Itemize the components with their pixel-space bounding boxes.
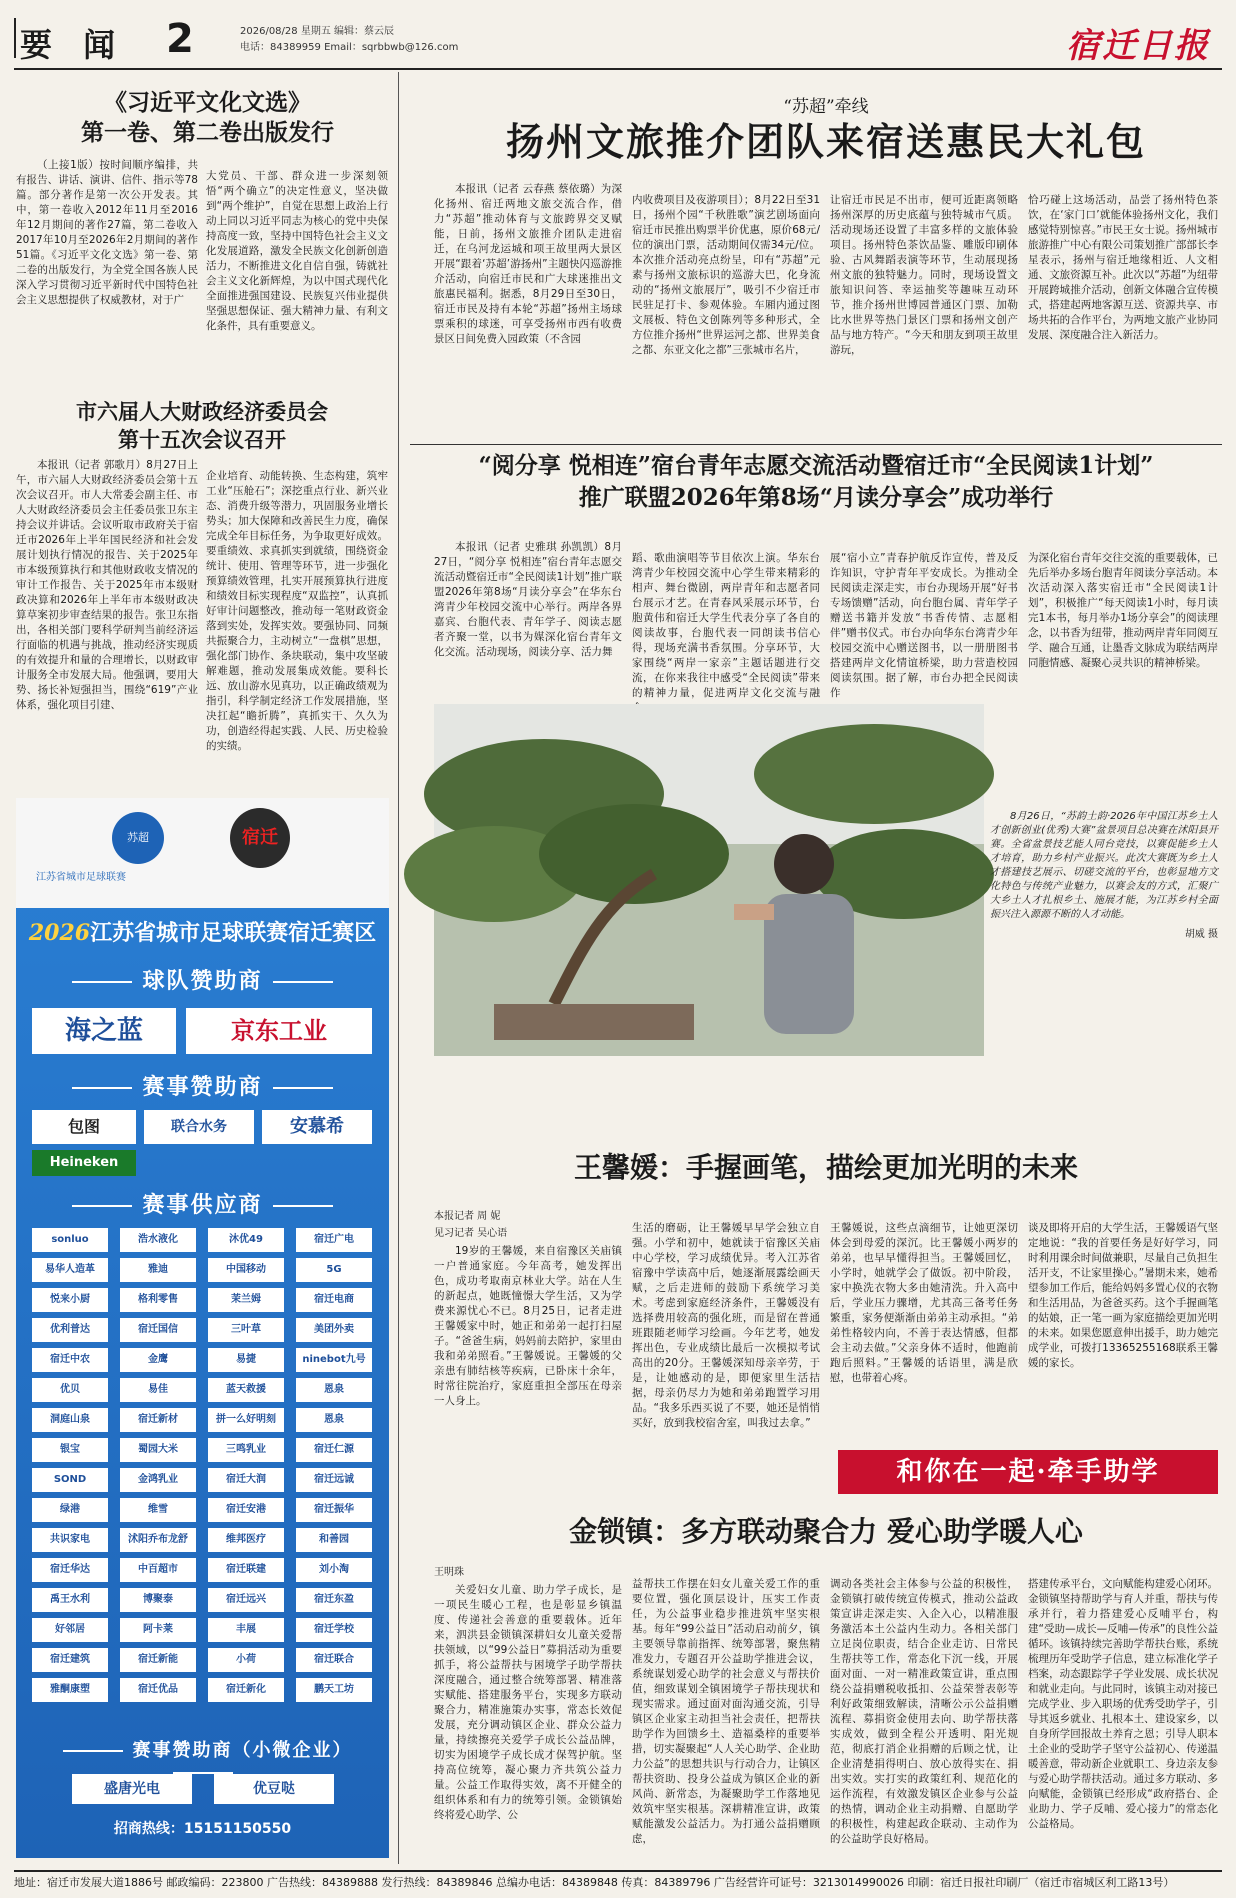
supplier-logo: 浩水液化 (120, 1228, 196, 1252)
article2-col2 (206, 458, 388, 784)
page-number: 2 (166, 16, 194, 62)
supplier-logo: 易捷 (208, 1348, 284, 1372)
article4-headline (410, 450, 1222, 514)
supplier-logo: 宿迁学校 (296, 1618, 372, 1642)
article6-col4-text: 搭建传承平台，文向赋能构建爱心闭环。金锁镇坚持帮助学与育人并重，帮扶与传承并行，着力搭建爱心反哺平台，构建“受助—成长—反哺—传承”的良性公益循环。该镇持续完善助学帮扶台账，系统梳理历年受助学子信息，建立标准化学子档案，动态跟踪学子学业发展、成长状况和就业走向。与此同时，该镇主动对接已完成学业、步入职场的优秀受助学子，引导其返乡就业、扎根本土、建设家乡，以自身所学回报故土养育之恩；引导人职本土企业的受助学子坚守公益初心、传递温暖善意，带动新企业就职工、身边亲友参与爱心助学帮扶活动。通过多方联动、多向赋能，金锁镇已经形成“政府搭台、企业助力、学子反哺、爱心接力”的常态化公益格局。 (1028, 1577, 1218, 1830)
article4-col3-text: 展“宿小立”青春护航反诈宣传，普及反诈知识，守护青年平安成长。为推动全民阅读走深走实，市台办现场开展“好书专场馈赠”活动，向台胞台属、青年学子赠送书籍并发放“书香传情、志愿相伴”赠书仪式。市台办向华东台湾青少年校园交流中心赠送图书，以一册册图书搭建两岸文化情谊桥梁，助力营造校园阅读氛围。据了解，市台办把全民阅读作 (830, 551, 1018, 699)
sponsor-anmuxi: 安慕希 (262, 1110, 372, 1144)
article1-col2 (206, 158, 388, 332)
article4-col4 (1028, 540, 1218, 698)
supplier-logo: 宿迁联建 (208, 1558, 284, 1582)
article5-byline1: 本报记者 周 妮 (434, 1211, 501, 1222)
article1-col1 (16, 158, 198, 306)
supplier-logo: 宿迁新化 (208, 1678, 284, 1702)
supplier-logo: 洞庭山泉 (32, 1408, 108, 1432)
ad-hotline: 招商热线：15151150550 (113, 1821, 292, 1837)
bonsai-illustration (434, 704, 984, 1056)
article6-col2 (632, 1566, 820, 1862)
supplier-logo: 格利零售 (120, 1288, 196, 1312)
supplier-logo: 宿迁优品 (120, 1678, 196, 1702)
article5-headline: 王馨媛：手握画笔，描绘更加光明的未来 (573, 1151, 1078, 1184)
supplier-logo: 小荷 (208, 1648, 284, 1672)
supplier-logo: 宿迁联合 (296, 1648, 372, 1672)
article1-title-line2: 第一卷、第二卷出版发行 (81, 119, 334, 146)
supplier-logo: 鹏天工坊 (296, 1678, 372, 1702)
ad-title (16, 916, 389, 947)
edition-contact: 电话：84389959 Email：sqrbbwb@126.com (240, 42, 459, 53)
bonsai-photo (434, 704, 984, 1056)
sponsor-youdouda: 优豆哒 (214, 1774, 334, 1804)
supplier-logo: 宿迁大润 (208, 1468, 284, 1492)
article2-col1 (16, 458, 198, 784)
supplier-logo: 共识家电 (32, 1528, 108, 1552)
article6-col1 (434, 1566, 622, 1862)
supplier-logo: 宿迁远诚 (296, 1468, 372, 1492)
sponsor-jd-industry: 京东工业 (186, 1008, 372, 1054)
supplier-logo: 易华人造革 (32, 1258, 108, 1282)
article4-col1-text: 本报讯（记者 史雅琪 孙凯凯）8月27日，“阅分享 悦相连”宿台青年志愿交流活动暨宿迁市“全民阅读1计划”推广联盟2026年第8场“月读分享会”在华东台湾青少年校园交流中心举行。两岸各界嘉宾、台胞代表、青年学子、阅读志愿者齐聚一堂，以书为媒深化宿台青年文化交流。活动现场，阅读分享、活力舞 (434, 541, 622, 658)
article5-col3 (830, 1210, 1018, 1446)
article6-byline: 王明珠 (434, 1567, 464, 1578)
article5-col3-text: 王馨媛说，这些点滴细节，让她更深切体会到母爱的深沉。比王馨媛小两岁的弟弟，也早早懂得担当。王馨媛回忆，小学时，她就学会了做饭。初中阶段，家中换洗衣物大多由她清洗。升入高中后，学业压力骤增，尤其高三备考任务繁重，家务便渐渐由弟弟主动承担。“弟弟性格较内向，不善于表达情感，但都会主动去做。”父亲身体不适时，他跑前跑后照料。”王馨媛的话语里，满是欣慰，也带着心疼。 (830, 1221, 1018, 1384)
supplier-logo: 宿迁国信 (120, 1318, 196, 1342)
sponsor-shengtang: 盛唐光电 (72, 1774, 192, 1804)
supplier-logo: 雅酮康塑 (32, 1678, 108, 1702)
supplier-logo: 拼一么好明刻 (208, 1408, 284, 1432)
article1-title-line1: 《习近平文化文选》 (104, 89, 311, 116)
supplier-logo: 维雪 (120, 1498, 196, 1522)
supplier-logo: SOND (32, 1468, 108, 1492)
team-logo-icon: 宿迁 (230, 808, 290, 868)
supplier-logo: 丰展 (208, 1618, 284, 1642)
supplier-logo: 蜀园大米 (120, 1438, 196, 1462)
supplier-logo: 宿迁广电 (296, 1228, 372, 1252)
supplier-logo: 宿迁新材 (120, 1408, 196, 1432)
football-league-ad (16, 798, 389, 1858)
article3-col2-text: 内收费项目及夜游项目）；8月22日至31日，扬州个园“千秋胜歌”演艺剧场面向宿迁市民推出购票半价优惠，原价68元/位的演出门票，活动期间仅需34元/位。本次推介活动亮点纷呈，印有“苏超”元素与扬州文旅标识的巡游大巴，化身流动的“扬州文旅展厅”，吸引不少宿迁市民驻足打卡、参观体验。车厢内通过图文展板、特色文创陈列等多种形式，全方位推介扬州“世界运河之都、世界美食之都、东亚文化之都”三张城市名片， (632, 193, 820, 356)
photo-caption (990, 810, 1218, 1050)
supplier-logo: 三叶草 (208, 1318, 284, 1342)
supplier-logo: 易佳 (120, 1378, 196, 1402)
ad-title-text: 江苏省城市足球联赛宿迁赛区 (90, 920, 377, 946)
sponsor-heineken: Heineken (32, 1150, 136, 1176)
supplier-logo: 宿迁仁源 (296, 1438, 372, 1462)
supplier-logo: 中百超市 (120, 1558, 196, 1582)
team-sponsor-heading: 球队赞助商 (16, 964, 389, 995)
supplier-logo: 和善园 (296, 1528, 372, 1552)
column-divider (398, 72, 399, 1864)
article4-col4-text: 为深化宿台青年交往交流的重要载体，已先后举办多场台胞青年阅读分享活动。本次活动深入落实宿迁市“全民阅读1计划”，积极推广“每天阅读1小时，每月读完1本书，每月举办1场分享会”的阅读理念，以书香为纽带，推动两岸青年同阅互学、融合互通，让墨香文脉成为联结两岸同胞情感、凝聚心灵共识的精神桥梁。 (1028, 551, 1218, 669)
supplier-logo: 悦来小厨 (32, 1288, 108, 1312)
article5-byline2: 见习记者 吴心语 (434, 1228, 508, 1239)
article2-col2-text: 企业培育、动能转换、生态构建，筑牢工业“压舱石”；深挖重点行业、新兴业态、消费升级等潜力，巩固服务业增长势头；加大保障和改善民生力度，确保完成全年目标任务，为争取更好成效。要重绩效、求真抓实到就绩，围绕资金统计、使用、管理等环节，进一步强化预算绩效管理，扎实开展预算执行进度和绩效目标实现程度“双监控”，认真抓好审计问题整改，推动每一笔财政资金落到实处，发挥实效。要强协同、同频共振聚合力，主动树立“一盘棋”思想，强化部门协作、条块联动，集中攻坚破解难题，推动发展集成效能。要科长远、放山游水见真功，以正确政绩观为指引，科学制定经济工作发展措施，坚决扛起“瞻折腾”，真抓实干、久久为功，创造经得起实践、人民、历史检验的实绩。 (206, 469, 388, 752)
article1-headline (30, 88, 385, 148)
supplier-logo: 宿迁东盈 (296, 1588, 372, 1612)
article3-kicker: “苏超”牵线 (783, 97, 869, 117)
supplier-logo: 宿迁华达 (32, 1558, 108, 1582)
article6-col3-text: 调动各类社会主体参与公益的积极性，金锁镇打破传统宣传模式，推动公益政策宣讲走深走实、入企入心，以精准服务激活本土公益内生动力。各相关部门立足岗位职责，结合企业走访、日常民生帮扶等工作，常态化下沉一线，开展面对面、一对一精准政策宣讲，重点围绕公益捐赠税收抵扣、公益荣誉表彰等利好政策细致解读，清晰公示公益捐赠流程、募捐资金使用去向、助学帮扶落实成效，做到全程公开透明、阳光规范，彻底打消企业捐赠的后顾之忧，让企业清楚捐得明白、放心放得实在、捐出实效。实打实的政策红利、规范化的运作流程，有效激发镇区企业参与公益的热情，调动企业主动捐赠、自愿助学的积极性，构建起政企联动、主动作为的公益助学良好格局。 (830, 1577, 1018, 1845)
header-rule (14, 18, 16, 58)
help-students-banner: 和你在一起·牵手助学 (838, 1450, 1218, 1494)
edition-meta (240, 24, 458, 56)
article5-col2 (632, 1210, 820, 1446)
sponsor-haizhilan: 海之蓝 (32, 1008, 176, 1054)
supplier-logo: 宿迁建筑 (32, 1648, 108, 1672)
edition-date: 2026/08/28 星期五 编辑：蔡云辰 (240, 26, 394, 37)
article3-col1 (434, 182, 622, 345)
article1-col1-text: （上接1版）按时间顺序编排，共有报告、讲话、演讲、信件、指示等78篇。部分著作是第一次公开发表。其中，第一卷收入2012年11月至2016年12月期间的著作27篇，第二卷收入2017年10月至2026年2月期间的著作51篇。《习近平文化文选》第一卷、第二卷的出版发行，为全党全国各族人民深入学习贯彻习近平新时代中国特色社会主义思想提供了权威教材，对于广 (16, 159, 198, 306)
photo-credit: 胡威 摄 (1184, 929, 1218, 940)
article3-col3 (830, 182, 1018, 356)
supplier-logo: 恩泉 (296, 1378, 372, 1402)
supplier-logo: 三鸣乳业 (208, 1438, 284, 1462)
supplier-logo: ninebot九号 (296, 1348, 372, 1372)
article4-col1 (434, 540, 622, 698)
supplier-logo: sonluo (32, 1228, 108, 1252)
article5-col4 (1028, 1210, 1218, 1446)
article5-col1-text: 19岁的王馨媛，来自宿豫区关庙镇一户普通家庭。今年高考，她发挥出色，成功考取南京林业大学。站在人生的新起点，她既憧憬大学生活，又为学费来源忧心不已。8月25日，记者走进王馨媛家中时，她正和弟弟一起打扫屋子。“爸爸生病，妈妈前去陪护，家里由我和弟弟照看。”王馨媛说。王馨媛的父亲患有肺结核等疾病，已卧床十余年，时常往院治疗，家庭重担全部压在母亲一人身上。 (434, 1245, 622, 1407)
article5-col2-text: 生活的磨砺，让王馨媛早早学会独立自强。小学和初中，她就读于宿豫区关庙中心学校，学习成绩优异。考入江苏省宿豫中学读高中后，她逐渐展露绘画天赋，之后走进师的鼓励下系统学习美术。考虑到家庭经济条件，王馨媛没有选择费用较高的强化班，而是留在普通班跟随老师学习绘画。今年艺考，她发挥出色，专业成绩比最后一次模拟考试高出的20分。王馨媛深知母亲辛劳，于是，让她感动的是，即便家里生活拮据，母亲仍尽力为她和弟弟跑置学习用品。“我多乐西买说了不要，她还是悄悄买好，放到我校宿舍室，叫我过去拿。” (632, 1221, 820, 1429)
ad-title-year: 2026 (28, 920, 91, 946)
article2-title-line2: 第十五次会议召开 (118, 427, 286, 452)
supplier-logo: 宿迁远兴 (208, 1588, 284, 1612)
article5-col1 (434, 1210, 622, 1446)
supplier-logo: 5G (296, 1258, 372, 1282)
article3-col2 (632, 182, 820, 356)
supplier-logo: 宿迁电商 (296, 1288, 372, 1312)
supplier-logo: 沭阳乔布龙舒 (120, 1528, 196, 1552)
article5-col4-text: 谈及即将开启的大学生活，王馨媛语气坚定地说：“我的首要任务是好好学习，同时利用课余时间做兼职，尽量自己负担生活开支，不让家里操心。”暑期未来，她希望参加工作后，能给妈妈多置心仪的衣物和生活用品，为爸爸买药。这个手握画笔的姑娘，正一笔一画为家庭描绘更加光明的未来。如果您愿意伸出援手，助力她完成学业，可拨打13365255168联系王馨媛的家长。 (1028, 1221, 1218, 1369)
divider (410, 444, 1222, 445)
supplier-logo: 金鸿乳业 (120, 1468, 196, 1492)
supplier-logo: 宿迁中农 (32, 1348, 108, 1372)
article3-col3-text: 让宿迁市民足不出市，便可近距离领略扬州深厚的历史底蕴与独特城市气质。活动现场还设置了丰富多样的文旅体验项目。扬州特色茶饮品鉴、雕版印刷体验、古风舞蹈表演等环节，生动展现扬州文旅的独特魅力。同时，现场设置文旅知识问答、幸运抽奖等趣味互动环节，推介扬州世博园普通区门票、加勒比水世界等热门景区门票和扬州文创产品与地方特产。“今天和朋友到项王故里游玩， (830, 193, 1018, 356)
supplier-logo: 绿港 (32, 1498, 108, 1522)
article4-title-line1: “阅分享 悦相连”宿台青年志愿交流活动暨宿迁市“全民阅读1计划” (478, 452, 1154, 479)
article3-col1-text: 本报讯（记者 云春燕 蔡依璐）为深化扬州、宿迁两地文旅交流合作，借力“苏超”推动体育与文旅跨界交叉赋能，日前，扬州文旅推介团队走进宿迁，在乌河龙运城和项王故里两大景区开展“跟着‘苏超’游扬州”主题快闪巡游推介活动，向宿迁市民和广大球迷推出文旅惠民福利。据悉，8月29日至30日，宿迁市民及持有本轮“苏超”扬州主场球票乘积的球迷，可享受扬州市西有收费景区日间免费入园政策（不含园 (434, 183, 622, 345)
sponsor-baotu: 包图 (32, 1110, 136, 1144)
supplier-logo: 中国移动 (208, 1258, 284, 1282)
article2-title-line1: 市六届人大财政经济委员会 (76, 399, 328, 424)
photo-caption-text: 8月26日，“苏韵土韵·2026年中国江苏乡土人才创新创业(优秀)大赛”盆景项目总决赛在沭阳县开赛。全省盆景技艺能人同台竞技，以赛促能乡土人才培育，助力乡村产业振兴。此次大赛既为乡土人才搭建技艺展示、切磋交流的平台，也彰显地方文化特色与传统产业魅力，以赛会友的方式，汇聚广大乡土人才扎根乡土、施展才能，为江苏乡村全面振兴注入源源不断的人才动能。 (990, 811, 1218, 920)
supplier-logo: 优利普达 (32, 1318, 108, 1342)
supplier-logo: 阿卡莱 (120, 1618, 196, 1642)
article4-col3 (830, 540, 1018, 698)
supplier-logo: 好邻居 (32, 1618, 108, 1642)
article6-col4 (1028, 1566, 1218, 1862)
supplier-logo: 沐优49 (208, 1228, 284, 1252)
sponsor-united-water: 联合水务 (144, 1110, 254, 1144)
supplier-heading: 赛事供应商 (16, 1188, 389, 1219)
article4-col2-text: 蹈、歌曲演唱等节目依次上演。华东台湾青少年校园交流中心学生带来精彩的相声、舞台微剧，两岸青年和志愿者同台展示才艺。在青春风采展示环节，台胞黄伟和宿迁大学生代表分享了各自的阅读故事，台胞代表一同朗读书信心得，现场充满书香氛围。分享环节，大家围绕“两岸一家亲”主题话题进行交流，在你来我往中感受“全民阅读”带来的精神力量，促进两岸文化交流与融 (632, 551, 820, 699)
supplier-logo: 金鹰 (120, 1348, 196, 1372)
supplier-logo: 茉兰姆 (208, 1288, 284, 1312)
supplier-logo: 恩泉 (296, 1408, 372, 1432)
supplier-logo: 美团外卖 (296, 1318, 372, 1342)
supplier-logo: 博聚泰 (120, 1588, 196, 1612)
supplier-logo: 宿迁新能 (120, 1648, 196, 1672)
supplier-logo: 宿迁振华 (296, 1498, 372, 1522)
supplier-logo: 蓝天救援 (208, 1378, 284, 1402)
page-footer: 地址：宿迁市发展大道1886号 邮政编码：223800 广告热线：84389888 发行热线：84389846 总编办电话：84389848 传真：84389796 广告经营许可证号：3213014990026 印刷：宿迁日报社印刷厂（宿迁市宿城区利工路13号） (14, 1870, 1222, 1896)
event-sponsor-heading: 赛事赞助商 (16, 1070, 389, 1101)
article4-col2 (632, 540, 820, 698)
section-name: 要 闻 (20, 26, 126, 64)
newspaper-logo: 宿迁日报 (1066, 26, 1210, 66)
supplier-logo: 雅迪 (120, 1258, 196, 1282)
article2-headline (16, 398, 388, 454)
article2-col1-text: 本报讯（记者 郭歌月）8月27日上午，市六届人大财政经济委员会第十五次会议召开。市人大常委会副主任、市人大财政经济委员会主任委员张卫东主持会议并讲话。会议听取市政府关于宿迁市2026年上半年国民经济和社会发展计划执行情况的报告、关于2025年市本级预算执行和其他财政收支情况的审计工作报告、关于2025年市本级财政决算和2026年上半年市本级财政决算草案初步审查结果的报告。张卫东指出，各相关部门要科学研判当前经济运行面临的机遇与挑战，推动经济实现质的有效提升和量的合理增长，以财政审计服务全市发展大局。他强调，要用大势、扬长补短强担当，围绕“619”产业体系，强化项目引建、 (16, 459, 198, 711)
league-name: 江苏省城市足球联赛 (36, 872, 126, 883)
supplier-logo: 维邦医疗 (208, 1528, 284, 1552)
article3-headline: 扬州文旅推介团队来宿送惠民大礼包 (505, 119, 1146, 164)
small-sponsor-heading: 赛事赞助商（小微企业） (16, 1736, 389, 1783)
supplier-logo: 刘小淘 (296, 1558, 372, 1582)
supplier-logo: 禹王水利 (32, 1588, 108, 1612)
article6-col3 (830, 1566, 1018, 1862)
supplier-logo: 银宝 (32, 1438, 108, 1462)
article1-col2-text: 大党员、干部、群众进一步深刻领悟“两个确立”的决定性意义，坚决做到“两个维护”，自觉在思想上政治上行动上同以习近平同志为核心的党中央保持高度一致，坚持中国特色社会主义文化发展道路，激发全民族文化创新创造活力，不断推进文化自信自强，铸就社会主义文化新辉煌，为以中国式现代化全面推进强国建设、民族复兴伟业提供坚强思想保证、强大精神力量、有利文化条件，具有重要意义。 (206, 169, 388, 332)
article6-col1-text: 关爱妇女儿童、助力学子成长，是一项民生暖心工程，也是彰显乡镇温度、传递社会善意的重要载体。近年来，泗洪县金锁镇深耕妇女儿童关爱帮扶领域，以“99公益日”募捐活动为重要抓手，将公益帮扶与困境学子助学帮扶深度融合，通过整合统筹部署、精准落实赋能、搭建服务平台，实现多方联动聚合力，精准施策办实事，常态长效促发展，充分调动镇区企业、群众公益力量，持续擦亮关爱学子成长公益品牌，切实为困境学子成长成才保驾护航。坚持高位统筹，凝心聚力齐共筑公益力量。公益工作取得实效，离不开健全的组织体系和有力的统筹引领。金锁镇始终将爱心助学、公 (434, 1584, 622, 1821)
ad-top-banner (16, 798, 389, 908)
article3-col4 (1028, 182, 1218, 342)
article4-title-line2: 推广联盟2026年第8场“月读分享会”成功举行 (578, 484, 1054, 511)
page-header (14, 14, 1222, 70)
league-badge-icon: 苏超 (112, 812, 164, 864)
article6-headline: 金锁镇：多方联动聚合力 爱心助学暖人心 (569, 1515, 1083, 1548)
supplier-logo: 宿迁安港 (208, 1498, 284, 1522)
article6-col2-text: 益帮扶工作摆在妇女儿童关爱工作的重要位置，强化顶层设计，压实工作责任，为公益事业稳步推进筑牢坚实根基。每年“99公益日”活动启动前夕，镇主要领导靠前指挥、统筹部署，聚焦精准发力，专题召开公益助学推进会议，系统谋划爱心助学的社会意义与帮扶价值，细致谋划全镇困境学子帮扶现状和现实需求。通过面对面沟通交流，引导镇区企业家主动担当社会责任，把帮扶助学作为回馈乡土、造福桑梓的重要举措，切实凝聚起“人人关心助学、企业助力公益”的思想共识与行动合力，让镇区帮扶资助、投身公益成为镇区企业的新风尚、新常态，为凝聚助学工作落地见效筑牢坚实根基。深耕精准宣讲，政策赋能激发公益活力。为打通公益捐赠顾虑， (632, 1577, 820, 1845)
article3-col4-text: 恰巧碰上这场活动，品尝了扬州特色茶饮，在‘家门口’就能体验扬州文化，我们感觉特别惊喜。”市民王女士说。扬州城市旅游推广中心有限公司策划推广部部长李星表示，扬州与宿迁地缘相近、人文相通、文旅资源互补。此次以“苏超”为纽带开展跨城推介活动，创新文体融合宣传模式，搭建起两地客源互送、资源共享、市场共拓的合作平台，为两地文旅产业协同发展、深度融合注入新活力。 (1028, 193, 1218, 341)
supplier-logo: 优贝 (32, 1378, 108, 1402)
